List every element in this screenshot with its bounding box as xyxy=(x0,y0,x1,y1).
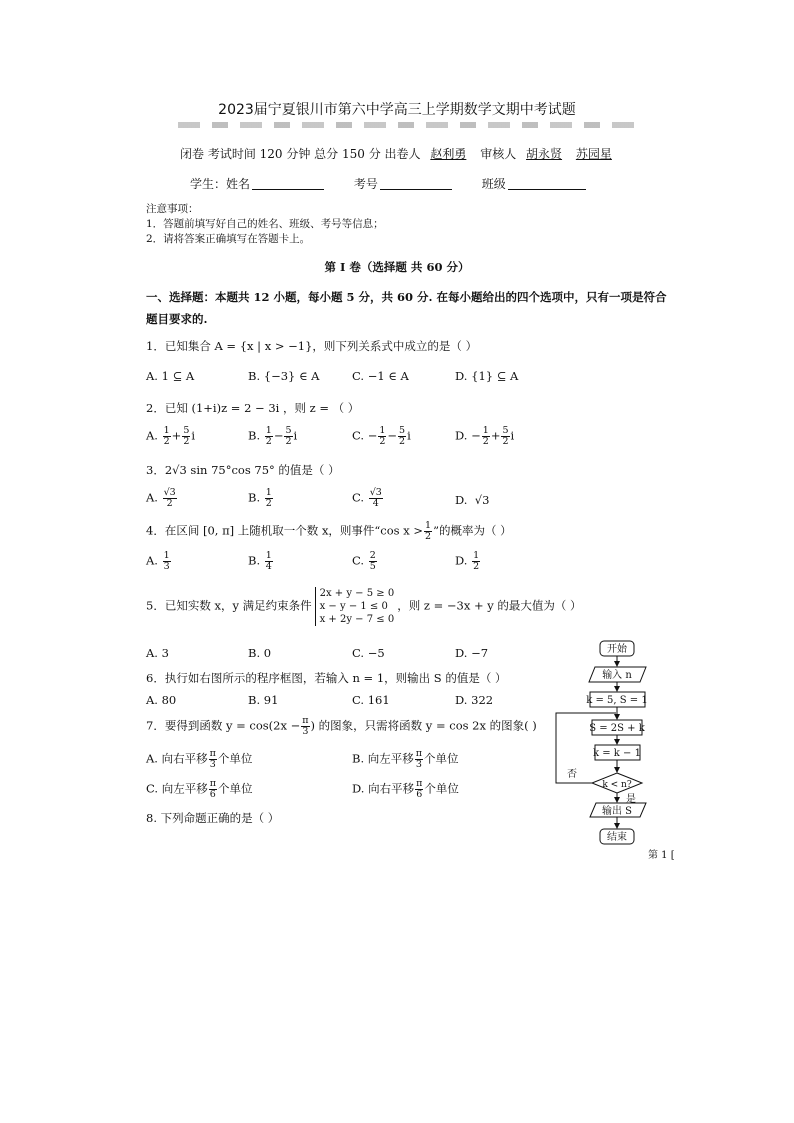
flow-update-k-text: k = k − 1 xyxy=(593,748,641,759)
question-7-stem: 7．要得到函数 y = cos(2x − $\frac{\pi}{3}$ ) 的图象，只需将函数 y = cos 2x 的图象( ) xyxy=(146,715,537,737)
program-flowchart xyxy=(550,636,660,850)
constraint-system: 2x + y − 5 ≥ 0 x − y − 1 ≤ 0 x + 2y − 7 ≤ 0 xyxy=(315,587,395,626)
q7-option-b: B. 向左平移 $\frac{\pi}{3}$ 个单位 xyxy=(352,748,459,770)
part-instructions-2: 题目要求的. xyxy=(146,312,208,326)
question-3-stem: 3．2√3 sin 75°cos 75° 的值是（ ） xyxy=(146,463,340,477)
question-6-stem: 6．执行如右图所示的程序框图，若输入 n = 1，则输出 S 的值是（ ） xyxy=(146,671,507,685)
notes-heading: 注意事项： xyxy=(146,203,199,215)
q4-option-a: A. $\frac{1}{3}$ xyxy=(146,550,170,572)
flow-condition-text: k < n? xyxy=(602,780,632,790)
q1-option-a: A. 1 ⊆ A xyxy=(146,369,195,383)
q6-option-d: D. 322 xyxy=(455,693,494,707)
q2-option-c: C. − $\frac{1}{2}$ − $\frac{5}{2}$ i xyxy=(352,425,411,447)
bleed-through-line xyxy=(178,122,638,128)
q2-option-a: A. $\frac{1}{2}$ + $\frac{5}{2}$ i xyxy=(146,425,196,447)
note-2: 2．请将答案正确填写在答题卡上。 xyxy=(146,233,311,245)
part-instructions-1: 一、选择题：本题共 12 小题，每小题 5 分，共 60 分. 在每小题给出的四个选项中，只有一项是符合 xyxy=(146,290,667,304)
q2-option-d: D. − $\frac{1}{2}$ + $\frac{5}{2}$ i xyxy=(455,425,515,447)
q5-option-a: A. 3 xyxy=(146,646,169,660)
name-blank[interactable] xyxy=(252,177,324,190)
q5-option-d: D. −7 xyxy=(455,646,489,660)
q7-option-d: D. 向右平移 $\frac{\pi}{6}$ 个单位 xyxy=(352,778,459,800)
q3-option-c: C. $\frac{√3}{4}$ xyxy=(352,487,382,509)
question-2-stem: 2．已知 (1+i)z = 2 − 3i ，则 z = （ ） xyxy=(146,401,360,415)
reviewer-label: 审核人 xyxy=(480,147,517,161)
exam-no-label: 考号 xyxy=(353,177,378,191)
q6-option-a: A. 80 xyxy=(146,693,177,707)
flow-init-text: k = 5, S = 1 xyxy=(586,695,648,706)
q4-option-b: B. $\frac{1}{4}$ xyxy=(248,550,272,572)
q1-option-b: B. {−3} ∈ A xyxy=(248,369,320,383)
section-title: 第 I 卷（选择题 共 60 分） xyxy=(324,260,470,274)
q5-option-c: C. −5 xyxy=(352,646,385,660)
q1-option-d: D. {1} ⊆ A xyxy=(455,369,519,383)
q4-option-c: C. $\frac{2}{5}$ xyxy=(352,550,376,572)
question-1-stem: 1．已知集合 A = {x | x > −1}，则下列关系式中成立的是（ ） xyxy=(146,339,478,353)
question-8-stem: 8. 下列命题正确的是（ ） xyxy=(146,811,280,825)
student-info xyxy=(190,175,586,192)
class-label: 班级 xyxy=(481,177,506,191)
q2-option-b: B. $\frac{1}{2}$ − $\frac{5}{2}$ i xyxy=(248,425,298,447)
q5-option-b: B. 0 xyxy=(248,646,272,660)
q6-option-b: B. 91 xyxy=(248,693,279,707)
question-5-stem: 5．已知实数 x，y 满足约束条件 2x + y − 5 ≥ 0 x − y − 1 ≤ 0 x + 2y − 7 ≤ 0 ，则 z = −3x + y 的最大值为（ ） xyxy=(146,588,582,625)
flow-output-text: 输出 S xyxy=(601,806,633,817)
exam-meta-prefix: 闭卷 考试时间 120 分钟 总分 150 分 出卷人 xyxy=(180,147,421,161)
flow-yes-label: 是 xyxy=(626,794,636,805)
q7-option-a: A. 向右平移 $\frac{\pi}{3}$ 个单位 xyxy=(146,748,253,770)
author-name: 赵利勇 xyxy=(430,147,467,161)
page-number: 第 1 [ xyxy=(648,850,675,861)
q3-option-b: B. $\frac{1}{2}$ xyxy=(248,487,272,509)
flow-update-s-text: S = 2S + k xyxy=(589,723,645,734)
reviewer-2: 苏园星 xyxy=(575,147,612,161)
question-4-stem: 4．在区间 [0, π] 上随机取一个数 x，则事件“cos x > $\frac{1}{2}$ ”的概率为（ ） xyxy=(146,520,512,542)
exam-meta xyxy=(180,145,612,162)
note-1: 1．答题前填写好自己的姓名、班级、考号等信息； xyxy=(146,218,384,230)
class-blank[interactable] xyxy=(508,177,586,190)
exam-no-blank[interactable] xyxy=(380,177,452,190)
flow-no-label: 否 xyxy=(567,769,577,780)
reviewer-1: 胡永贤 xyxy=(526,147,563,161)
q4-option-d: D. $\frac{1}{2}$ xyxy=(455,550,480,572)
flow-start-text: 开始 xyxy=(607,644,627,655)
q3-option-d: D. √3 xyxy=(455,493,490,507)
name-label: 学生：姓名 xyxy=(190,177,251,191)
flow-end-text: 结束 xyxy=(607,832,627,843)
flow-input-text: 输入 n xyxy=(602,670,632,681)
q3-option-a: A. $\frac{√3}{2}$ xyxy=(146,487,176,509)
q1-option-c: C. −1 ∈ A xyxy=(352,369,409,383)
q6-option-c: C. 161 xyxy=(352,693,390,707)
q7-option-c: C. 向左平移 $\frac{\pi}{6}$ 个单位 xyxy=(146,778,253,800)
exam-title: 2023届宁夏银川市第六中学高三上学期数学文期中考试题 xyxy=(218,102,576,118)
